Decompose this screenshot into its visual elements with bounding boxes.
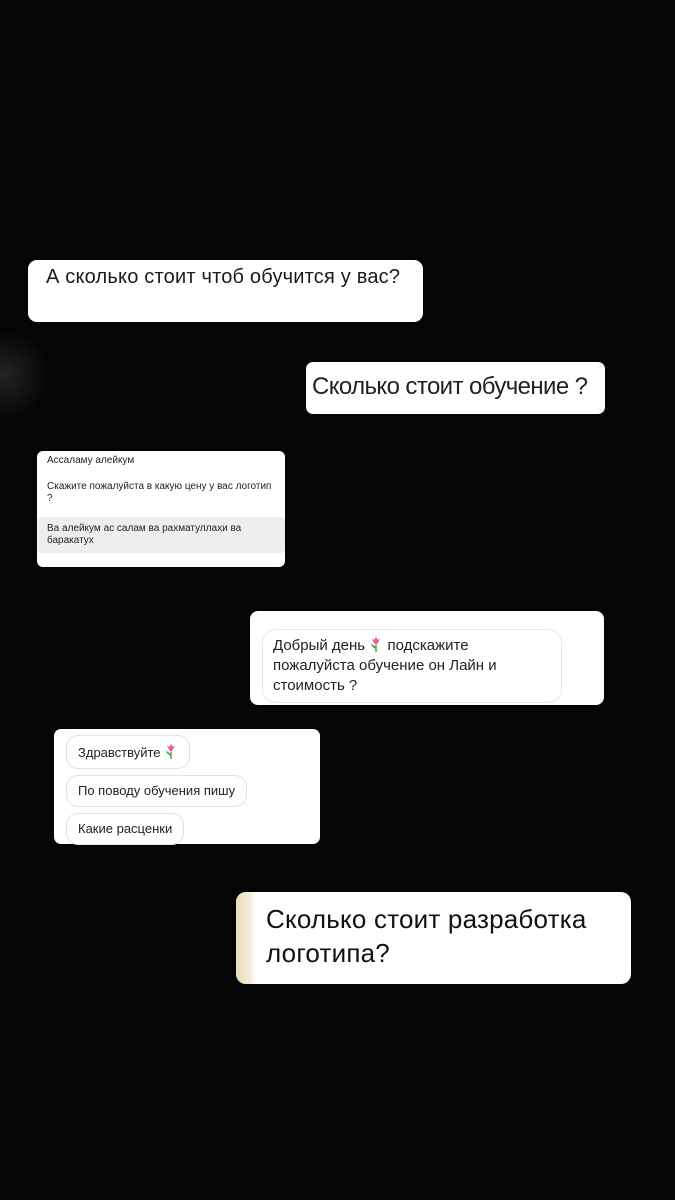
reply-line: Ва алейкум ас салам ва рахматуллахи ва баракатух	[37, 517, 285, 553]
message-text: Добрый день	[273, 637, 366, 654]
cropped-edge	[236, 892, 256, 984]
message-card-5	[54, 729, 320, 844]
tulip-icon	[164, 743, 178, 759]
message-card-4	[250, 611, 604, 705]
message-text: Сколько стоит обучение ?	[312, 373, 588, 400]
pill-text: По поводу обучения пишу	[78, 783, 236, 798]
message-card-3	[37, 451, 285, 567]
tulip-icon	[369, 636, 383, 652]
message-line: Ассаламу алейкум	[47, 455, 135, 466]
message-text: Сколько стоит разработка логотипа?	[266, 904, 587, 968]
message-bubble	[262, 629, 562, 703]
light-glare	[0, 330, 50, 420]
pill-text: Какие расценки	[78, 821, 173, 836]
message-pill	[66, 813, 184, 845]
pill-text: Здравствуйте	[78, 745, 161, 760]
message-pill	[66, 735, 190, 769]
message-card-6	[236, 892, 631, 984]
message-card-1	[28, 260, 423, 322]
message-card-2	[306, 362, 605, 414]
message-pill	[66, 775, 247, 807]
message-line: Скажите пожалуйста в какую цену у вас логотип ?	[47, 481, 272, 504]
message-text: А сколько стоит чтоб обучится у вас?	[46, 266, 401, 288]
message-text: подскажите пожалуйста обучение он Лайн и стоимость ?	[273, 637, 497, 694]
